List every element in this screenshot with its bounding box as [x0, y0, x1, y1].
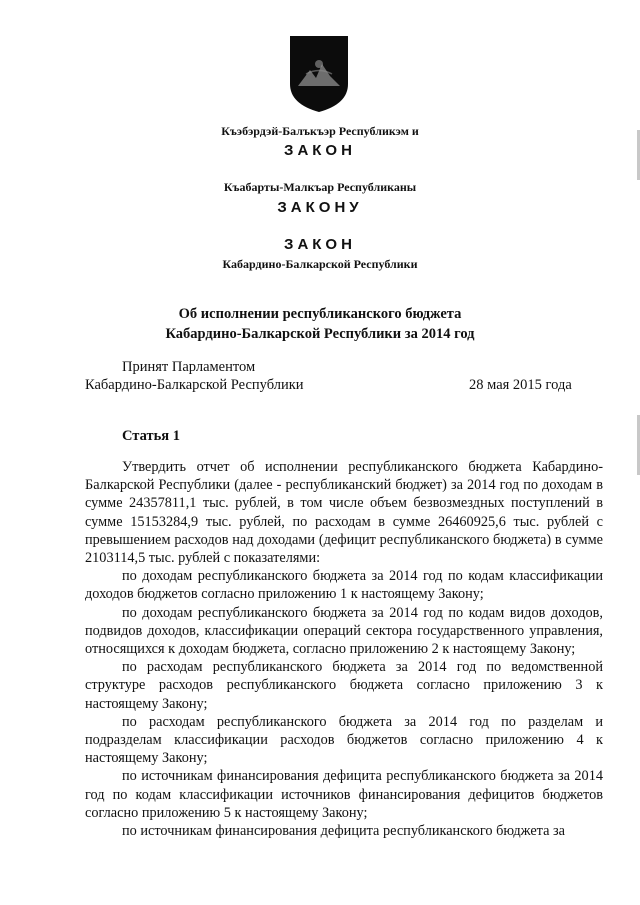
kbr-coat-of-arms-icon: [288, 34, 350, 114]
adopted-parliament-line: Кабардино-Балкарской Республики: [85, 377, 304, 393]
article-paragraph: Утвердить отчет об исполнении республиканского бюджета Кабардино-Балкарской Республики (далее - республиканский бюджет) за 2014 год по доходам в сумме 24357811,1 тыс. рублей, в том числе объем безвозмездных поступлений в сумме 15153284,9 тыс. рублей, по расходам в сумме 26460925,6 тыс. рублей с превышением расходов над доходами (дефицит республиканского бюджета) в сумме 2103114,5 тыс. рублей с показателями:: [85, 459, 603, 567]
article-body: [85, 458, 603, 840]
adopted-by-line: Принят Парламентом: [122, 359, 256, 375]
document-title-line2: Кабардино-Балкарской Республики за 2014 год: [165, 326, 475, 342]
balkar-republic-line: Къабарты-Малкъар Республиканы: [223, 180, 417, 194]
document-title: [0, 304, 640, 344]
article-paragraph: по расходам республиканского бюджета за 2014 год по ведомственной структуре расходов республиканского бюджета согласно приложению 3 к настоящему Закону;: [85, 659, 603, 712]
russian-republic-line: Кабардино-Балкарской Республики: [222, 257, 418, 271]
article-heading: Статья 1: [122, 428, 180, 444]
balkar-law-heading: ЗАКОНУ: [277, 199, 363, 216]
article-paragraph: по доходам республиканского бюджета за 2014 год по кодам классификации доходов бюджетов согласно приложению 1 к настоящему Закону;: [85, 568, 603, 603]
document-title-line1: Об исполнении республиканского бюджета: [178, 306, 462, 322]
adoption-date: 28 мая 2015 года: [469, 377, 572, 393]
article-paragraph: по расходам республиканского бюджета за 2014 год по разделам и подразделам классификации расходов бюджетов согласно приложению 4 к настоящему Закону;: [85, 713, 603, 767]
article-paragraph: по доходам республиканского бюджета за 2014 год по кодам видов доходов, подвидов доходов, классификации операций сектора государственного управления, относящихся к доходам бюджета, согласно приложению 2 к настоящему Закону;: [85, 604, 603, 658]
kabardian-law-heading: ЗАКОН: [284, 142, 356, 159]
article-paragraph: по источникам финансирования дефицита республиканского бюджета за: [122, 823, 566, 840]
russian-law-heading: ЗАКОН: [284, 236, 356, 253]
kabardian-republic-line: Къэбэрдэй-Балъкъэр Республикэм и: [221, 124, 419, 138]
article-paragraph: по источникам финансирования дефицита республиканского бюджета за 2014 год по кодам классификации источников финансирования дефицитов бюджетов согласно приложению 5 к настоящему Закону;: [85, 768, 603, 821]
